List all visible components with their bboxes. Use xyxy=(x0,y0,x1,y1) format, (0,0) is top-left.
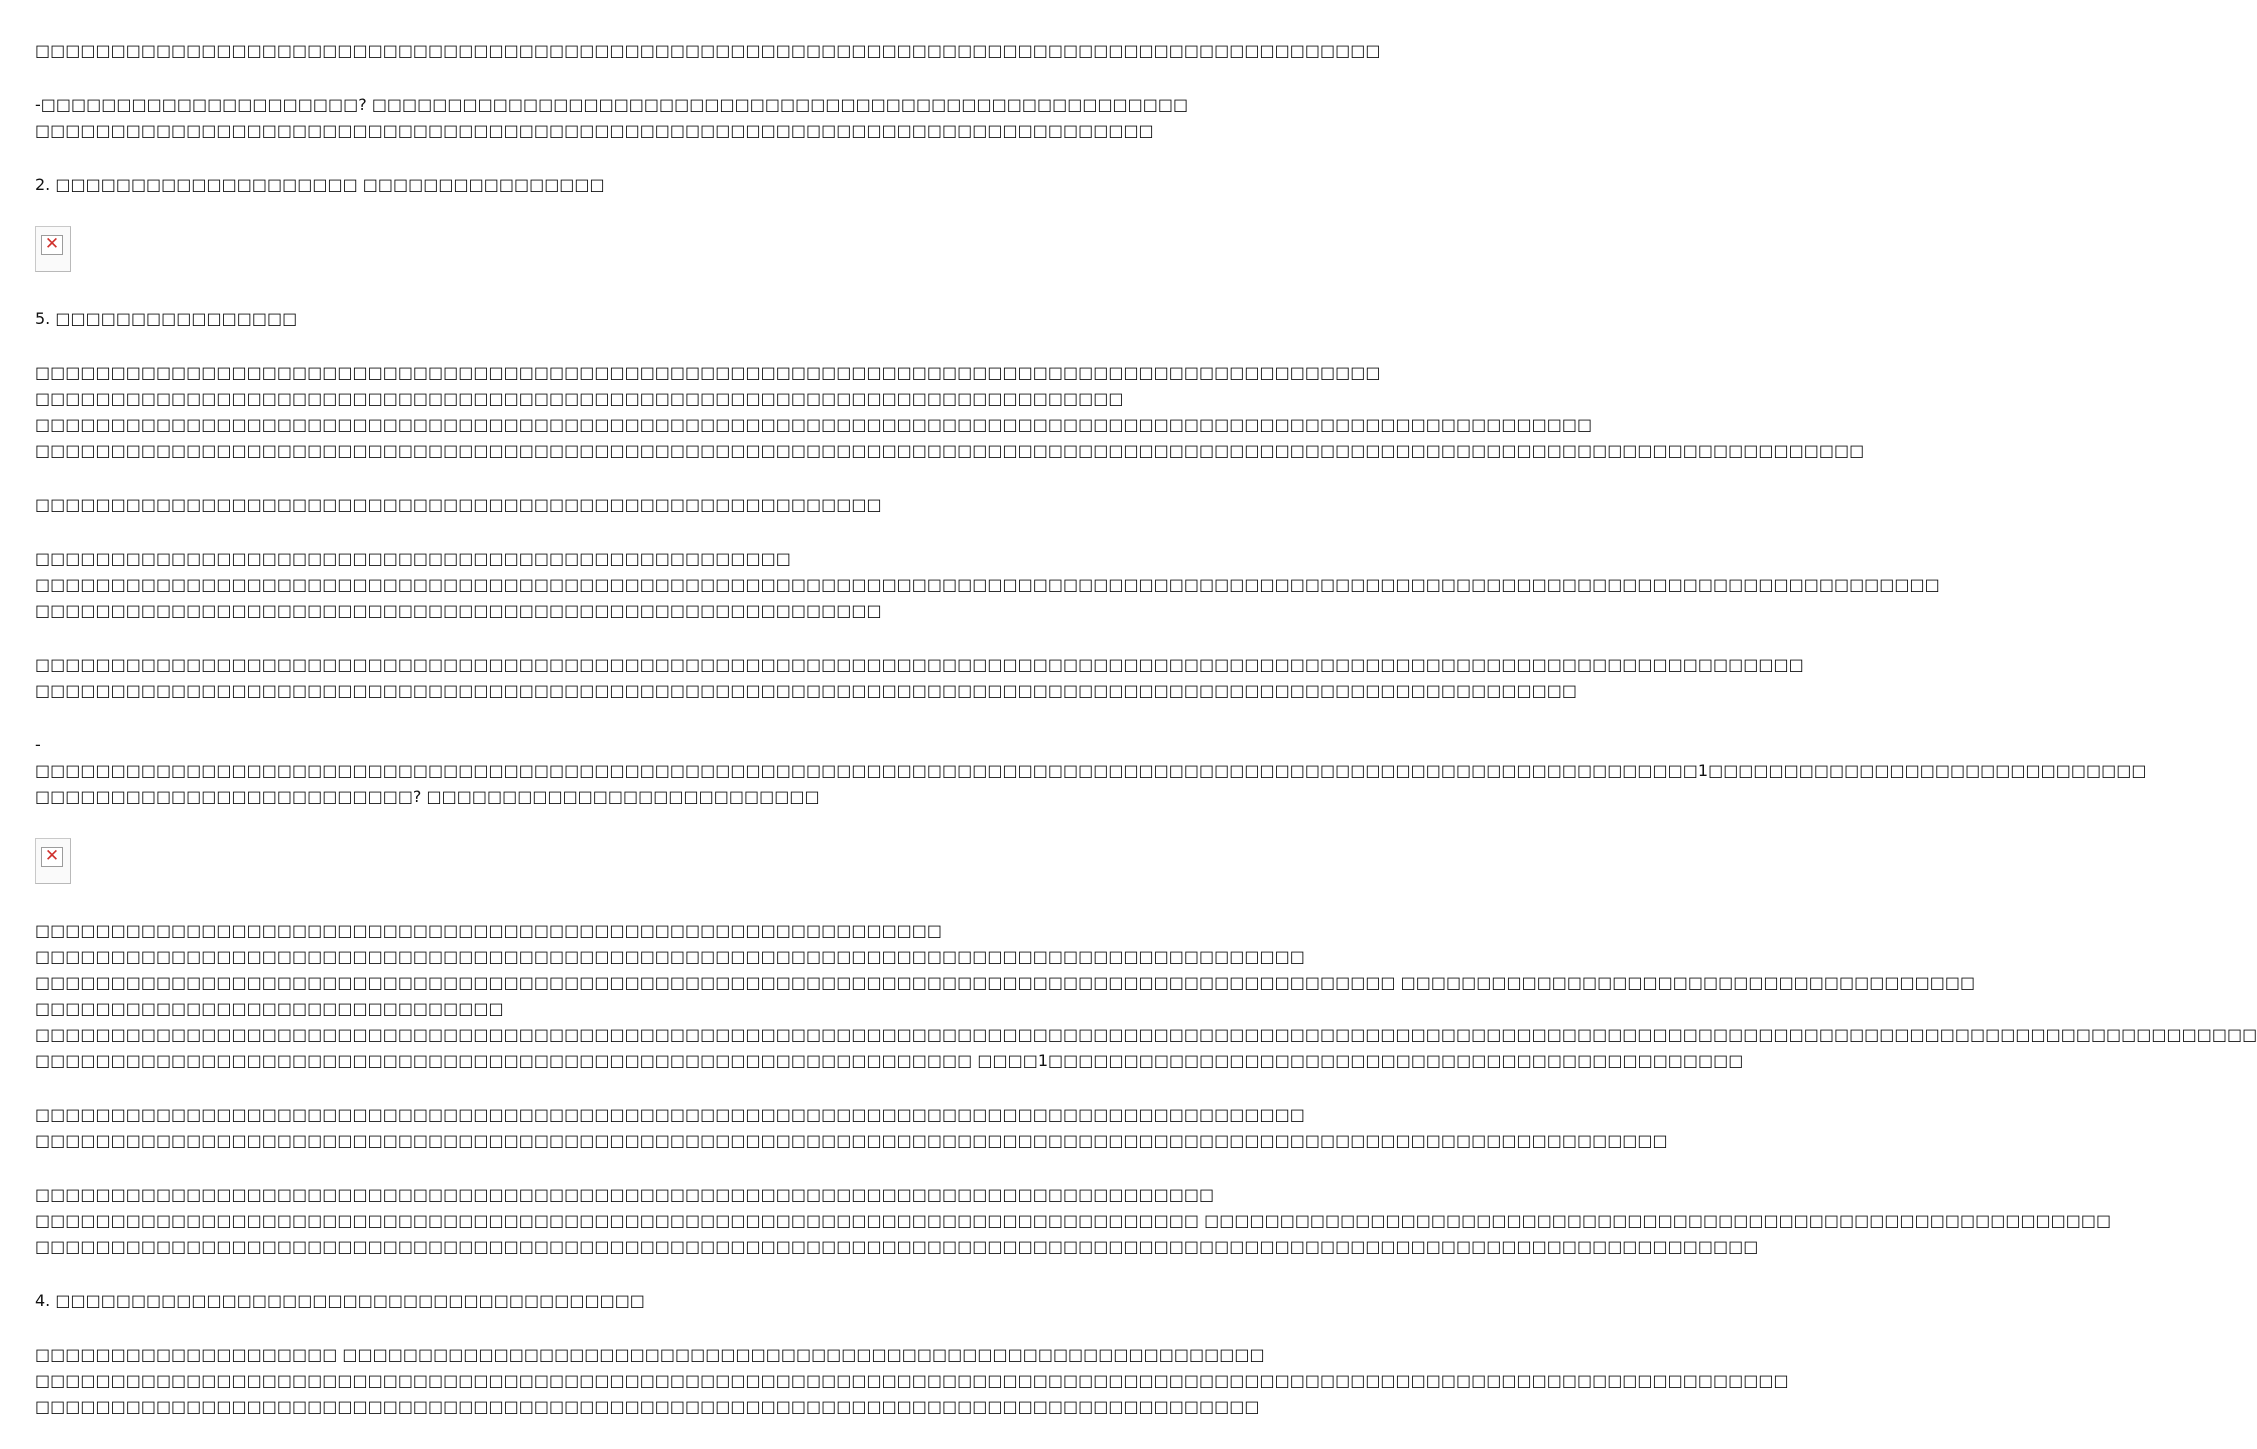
paragraph-7 xyxy=(35,732,2147,810)
text-line: □□□□□□□□□□□□□□□□□□□□□□□□□□□□□□□□□□□□□□□□□□□□□□□□□□□□□□□□ xyxy=(35,601,882,620)
paragraph-8 xyxy=(35,918,2257,1074)
text-line: □□□□□□□□□□□□□□□□□□□□□□□□□□□□□□□□□□□□□□□□□□□□□□□□□□□□□□□□□□□□□□□□□□□□□□□□□□□□□□□□□□□□□□□□□□□□□□□□□□□□□□□□□□□□□□□□□□□□□□□□□□□□□□ xyxy=(35,575,1940,594)
text-line: - xyxy=(35,735,41,754)
section-heading-5: 5. □□□□□□□□□□□□□□□□ xyxy=(35,309,298,328)
section-heading-4: 4. □□□□□□□□□□□□□□□□□□□□□□□□□□□□□□□□□□□□□□□ xyxy=(35,1291,645,1310)
text-line: □□□□□□□□□□□□□□□□□□□□□□□□□□□□□□□□□□□□□□□□□□□□□□□□□□□□□□□□□□□□□□ □□□□1□□□□□□□□□□□□□□□□□□□□□□□□□□□□□□□□□□□□□□□□□□□□□□ xyxy=(35,1051,1744,1070)
paragraph-10 xyxy=(35,1182,2112,1260)
paragraph-9 xyxy=(35,1102,1668,1154)
text-line: □□□□□□□□□□□□□□□□□□□□□□□□□□□□□□□□□□□□□□□□□□□□□□□□□□□□□□□□□□□□□□□□□□□□□□□□□□□□□□□□□□□□□□□□□□□□□□□□□□□□□□□□□□□□□□□□□□□□□□□□□□□□□□□□□□□□□□□□□□□□□□□□□□□ xyxy=(35,1025,2257,1044)
close-x-icon: ✕ xyxy=(44,234,60,254)
text-line: □□□□□□□□□□□□□□□□□□□□□□□□□□□□□□□□□□□□□□□□□□□□□□□□□□□□□□□□□□□□□□□□□□□□□□□□□□□□□□□□□□□□□□□□□□□□□□□□□□□□□□□□□□□□□□□□□□ xyxy=(35,1237,1759,1256)
text-line: □□□□□□□□□□□□□□□□□□□□□□□□□□□□□□□□□□□□□□□□□□□□□□□□□□□□□□□□□□□□□□□□□□□□□□□□□□□□□□□□□□□□ xyxy=(35,1105,1305,1124)
text-line: □□□□□□□□□□□□□□□□□□□□ □□□□□□□□□□□□□□□□□□□□□□□□□□□□□□□□□□□□□□□□□□□□□□□□□□□□□□□□□□□□□ xyxy=(35,1345,1265,1364)
paragraph-11 xyxy=(35,1342,1789,1420)
broken-image-icon xyxy=(35,838,71,884)
paragraph-5 xyxy=(35,546,1940,624)
text-line: □□□□□□□□□□□□□□□□□□□□□□□□□□□□□□□□□□□□□□□□□□□□□□□□□□□□□□□□□□□□□□□□□□□□□□□□□□□□□□□□□□□□□□□□□□□□□□□□□□□□□□□□□□□□□□1□□□□□□□□□□□□□□□□□□□□□□□□□□□□□ xyxy=(35,761,2147,780)
text-line: □□□□□□□□□□□□□□□□□□□□□□□□□□□□□□□□□□□□□□□□□□□□□□□□□□□□□□□□□□□□□□□□□□□□□□□□□□□□□□ xyxy=(35,1185,1215,1204)
image-frame xyxy=(41,235,63,255)
text-line: □□□□□□□□□□□□□□□□□□□□□□□□□□□□□□□□□□□□□□□□□□□□□□□□□□□□□□□□□□□□□□□□□□□□□□□□□□□□□□□□□□□□□□□□□□□□□□□□□□□□□□ xyxy=(35,681,1577,700)
text-line: □□□□□□□□□□□□□□□□□□□□□□□□□□□□□□□□□□□□□□□□□□□□□□□□□□□□□□□□□□□□□□□□□□□□□□□□□□□□□□□□□□□□□□□□□ xyxy=(35,363,1381,382)
paragraph-4 xyxy=(35,492,990,518)
text-line: □□□□□□□□□□□□□□□□□□□□□□□□□□□□□□□□□□□□□□□□□□□□□□□□□□□□□□□□□□□□□□□□□□□□□□□□□□□□□□□□□□□□□□□□□□ □□□□□□□□□□□□□□□□□□□□□□□□□□□□□□□□□□□□□□ xyxy=(35,973,1976,992)
text-line: □□□□□□□□□□□□□□□□□□□□□□□□□□□□□□□□□□□□□□□□□□□□□□□□□□□□□□□□□□□□□□□□□□□□□□□□□□□□□□□□□□□□□□□□□□□□□□□□□□□□□□□ xyxy=(35,415,1593,434)
text-line: □□□□□□□□□□□□□□□□□□□□□□□□□? □□□□□□□□□□□□□□□□□□□□□□□□□□ xyxy=(35,787,820,806)
text-line: □□□□□□□□□□□□□□□□□□□□□□□□□□□□□□□□□□□□□□□□□□□□□□□□□□□□□□□□□□□□□□□□□□□□□□□□□□□□□□□□□□□□ xyxy=(35,947,1305,966)
text-line: □□□□□□□□□□□□□□□□□□□□□□□□□□□□□□□□□□□□□□□□□□□□□□□□□□ xyxy=(35,549,791,568)
text-line: □□□□□□□□□□□□□□□□□□□□□□□□□□□□□□□ xyxy=(35,999,504,1018)
paragraph-1 xyxy=(35,38,1381,64)
text-line: □□□□□□□□□□□□□□□□□□□□□□□□□□□□□□□□□□□□□□□□□□□□□□□□□□□□□□□□ xyxy=(35,495,882,514)
text-line: □□□□□□□□□□□□□□□□□□□□□□□□□□□□□□□□□□□□□□□□□□□□□□□□□□□□□□□□□□□□□□□□□□□□□□□□□□□□□ □□□□□□□□□□□□□□□□□□□□□□□□□□□□□□□□□□□□□□□□□□□□□□□□□□□□□□□□□□□□ xyxy=(35,1211,2112,1230)
paragraph-6 xyxy=(35,652,1804,704)
close-x-icon: ✕ xyxy=(44,846,60,866)
text-line: □□□□□□□□□□□□□□□□□□□□□□□□□□□□□□□□□□□□□□□□□□□□□□□□□□□□□□□□□□□□□□□□□□□□□□□□□□□□□□□□□□□□□□□□□□□□□□□□□□□□□□□□□□□□□□□□□□□□□ xyxy=(35,655,1804,674)
document-page xyxy=(35,38,2257,1448)
text-line: □□□□□□□□□□□□□□□□□□□□□□□□□□□□□□□□□□□□□□□□□□□□□□□□□□□□□□□□□□□□□□□□□□□□□□□□□□□□□□□□□ xyxy=(35,1397,1260,1416)
text-line: □□□□□□□□□□□□□□□□□□□□□□□□□□□□□□□□□□□□□□□□□□□□□□□□□□□□□□□□□□□□ xyxy=(35,921,943,940)
text-line: □□□□□□□□□□□□□□□□□□□□□□□□□□□□□□□□□□□□□□□□□□□□□□□□□□□□□□□□□□□□□□□□□□□□□□□□□□□□□□□□□□□□□□□□□ xyxy=(35,41,1381,60)
text-line: □□□□□□□□□□□□□□□□□□□□□□□□□□□□□□□□□□□□□□□□□□□□□□□□□□□□□□□□□□□□□□□□□□□□□□□□□□ xyxy=(35,121,1154,140)
text-line: □□□□□□□□□□□□□□□□□□□□□□□□□□□□□□□□□□□□□□□□□□□□□□□□□□□□□□□□□□□□□□□□□□□□□□□□□□□□□□□□□□□□□□□□□□□□□□□□□□□□□□□□□□□□□□□□□□□□ xyxy=(35,1371,1789,1390)
section-heading-2: 2. □□□□□□□□□□□□□□□□□□□□ □□□□□□□□□□□□□□□□ xyxy=(35,175,605,194)
text-line: □□□□□□□□□□□□□□□□□□□□□□□□□□□□□□□□□□□□□□□□□□□□□□□□□□□□□□□□□□□□□□□□□□□□□□□□□□□□□□□□□□□□□□□□□□□□□□□□□□□□□□□□□□□□ xyxy=(35,1131,1668,1150)
image-frame xyxy=(41,847,63,867)
paragraph-3 xyxy=(35,360,1865,464)
text-line: □□□□□□□□□□□□□□□□□□□□□□□□□□□□□□□□□□□□□□□□□□□□□□□□□□□□□□□□□□□□□□□□□□□□□□□□ xyxy=(35,389,1124,408)
paragraph-2 xyxy=(35,92,1189,144)
broken-image-icon xyxy=(35,226,71,272)
text-line: □□□□□□□□□□□□□□□□□□□□□□□□□□□□□□□□□□□□□□□□□□□□□□□□□□□□□□□□□□□□□□□□□□□□□□□□□□□□□□□□□□□□□□□□□□□□□□□□□□□□□□□□□□□□□□□□□□□□□□□□□ xyxy=(35,441,1865,460)
text-line: -□□□□□□□□□□□□□□□□□□□□□? □□□□□□□□□□□□□□□□□□□□□□□□□□□□□□□□□□□□□□□□□□□□□□□□□□□□□□ xyxy=(35,95,1189,114)
